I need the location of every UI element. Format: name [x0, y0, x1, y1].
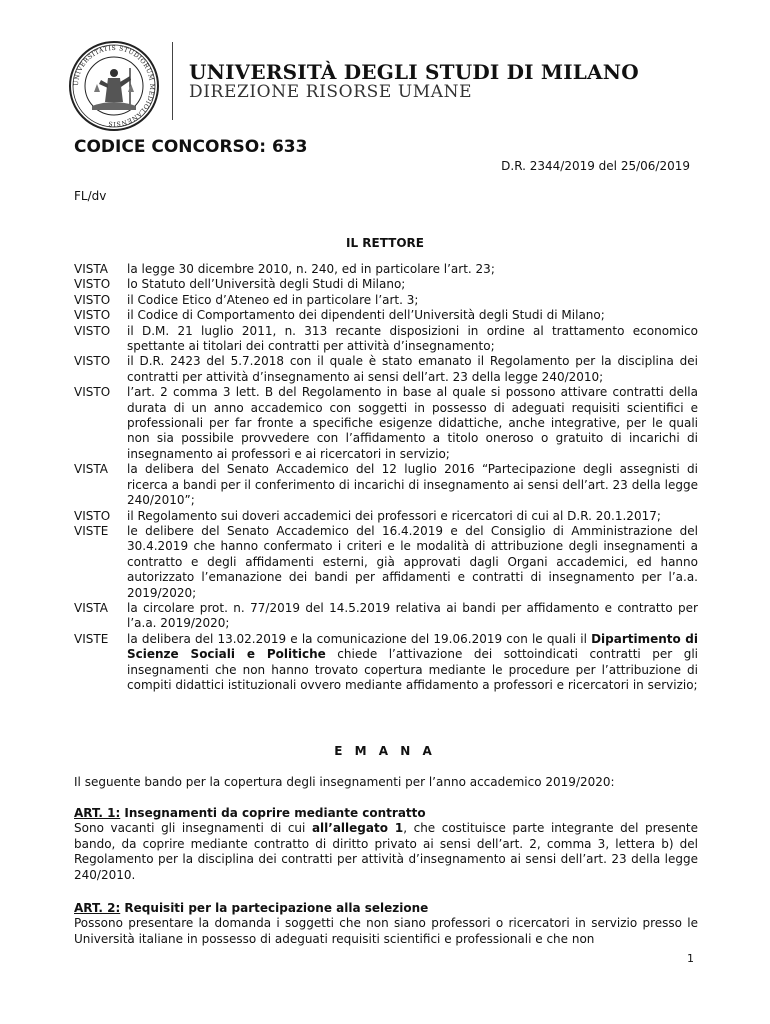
vista-item-last [74, 632, 698, 694]
vista-item [74, 324, 698, 355]
decree-reference: D.R. 2344/2019 del 25/06/2019 [501, 159, 690, 173]
vista-key: VISTO [74, 308, 111, 323]
competition-code: CODICE CONCORSO: 633 [74, 137, 308, 157]
article-2 [74, 901, 698, 947]
vista-item [74, 354, 698, 385]
vista-item [74, 509, 698, 524]
author-initials: FL/dv [74, 189, 107, 203]
article-1-text: , che costituisce parte integrante del presente bando, da coprire mediante contratto di diritto privato ai sensi dell’art. 2, comma 3, lettera b) del Regolamento per la disciplina dei contratti per attività d’insegnamento ai sensi dell’art. 23 della legge 240/2010. [74, 821, 699, 882]
vista-key: VISTO [74, 323, 111, 338]
article-2-number: ART. 2: [74, 901, 121, 915]
vista-item [74, 462, 698, 508]
article-1-heading: Insegnamenti da coprire mediante contratto [120, 806, 426, 820]
university-name: UNIVERSITÀ DEGLI STUDI DI MILANO [189, 60, 639, 84]
vista-key: VISTO [74, 292, 111, 307]
vista-text: l’art. 2 comma 3 lett. B del Regolamento in base al quale si possono attivare contratti della durata di un anno accademico con soggetti in possesso di adeguati requisiti scientifici e professionali per far fronte a specifiche esigenze didattiche, anche integrative, per le quali non sia possibile provvedere con l’affidamento a titolo oneroso o gratuito di incarichi di insegnamento ai professori e ai ricercatori in servizio; [127, 385, 698, 461]
vista-item [74, 262, 698, 277]
article-2-heading: Requisiti per la partecipazione alla selezione [120, 901, 429, 915]
intro-paragraph: Il seguente bando per la copertura degli insegnamenti per l’anno accademico 2019/2020: [74, 775, 615, 789]
vista-text: il Codice Etico d’Ateneo ed in particolare l’art. 3; [127, 292, 419, 307]
vista-item [74, 524, 698, 601]
annex-bold: all’allegato 1 [311, 821, 404, 836]
emana-heading: E M A N A [334, 744, 436, 758]
vista-key: VISTA [74, 600, 108, 615]
vista-text-part: chiede l’attivazione dei sottoindicati contratti per gli insegnamenti che non hanno trovato copertura mediante le procedure per l’attribuzione di compiti didattici istituzionali ovvero mediante affidamento a professori e ricercatori in servizio; [127, 647, 698, 692]
vista-item [74, 308, 698, 323]
vista-key: VISTA [74, 262, 108, 276]
vista-text-part: la delibera del 13.02.2019 e la comunicazione del 19.06.2019 con le quali il [127, 631, 592, 646]
department-name: DIREZIONE RISORSE UMANE [189, 82, 473, 102]
vista-key: VISTO [74, 277, 111, 292]
vista-text: il D.M. 21 luglio 2011, n. 313 recante disposizioni in ordine al trattamento economico spettante ai titolari dei contratti per attività d’insegnamento; [127, 323, 698, 354]
article-2-body: Possono presentare la domanda i soggetti che non siano professori o ricercatori in servizio presso le Università italiane in possesso di adeguati requisiti scientifici e professionali e che non [74, 916, 698, 946]
university-seal-logo [68, 40, 160, 132]
vista-text [127, 632, 698, 694]
department-bold: Dipartimento di Scienze Sociali e Politiche [127, 631, 698, 662]
vista-key: VISTE [74, 631, 109, 646]
vista-list [74, 262, 698, 693]
header-divider [172, 42, 173, 120]
vista-item [74, 601, 698, 632]
vista-key: VISTO [74, 354, 111, 369]
vista-key: VISTE [74, 523, 109, 538]
vista-item [74, 293, 698, 308]
article-1-title [74, 806, 698, 821]
vista-text: lo Statuto dell’Università degli Studi di Milano; [127, 277, 406, 292]
article-1-text: Sono vacanti gli insegnamenti di cui [74, 821, 312, 836]
vista-text: il Regolamento sui doveri accademici dei professori e ricercatori di cui al D.R. 20.1.2017; [127, 508, 661, 523]
vista-text: la legge 30 dicembre 2010, n. 240, ed in particolare l’art. 23; [127, 262, 495, 276]
vista-item [74, 385, 698, 462]
vista-key: VISTO [74, 508, 111, 523]
page-number: 1 [687, 952, 694, 965]
vista-text: la circolare prot. n. 77/2019 del 14.5.2019 relativa ai bandi per affidamento e contratto per l’a.a. 2019/2020; [127, 600, 698, 631]
vista-text: il D.R. 2423 del 5.7.2018 con il quale è stato emanato il Regolamento per la disciplina dei contratti per attività d’insegnamento ai sensi dell’art. 23 della legge 240/2010; [127, 354, 698, 384]
article-1-number: ART. 1: [74, 806, 121, 820]
vista-item [74, 277, 698, 292]
section-heading-rettore: IL RETTORE [345, 236, 424, 250]
article-2-title [74, 901, 698, 916]
vista-text: la delibera del Senato Accademico del 12 luglio 2016 “Partecipazione degli assegnisti di ricerca a bandi per il conferimento di incarichi di insegnamento ai sensi dell’art. 23 della legge 240/2010”; [127, 462, 698, 508]
article-1 [74, 806, 698, 883]
vista-key: VISTA [74, 462, 108, 477]
vista-key: VISTO [74, 385, 111, 400]
vista-text: il Codice di Comportamento dei dipendenti dell’Università degli Studi di Milano; [127, 308, 605, 323]
article-1-body [74, 821, 698, 883]
vista-text: le delibere del Senato Accademico del 16.4.2019 e del Consiglio di Amministrazione del 30.4.2019 che hanno confermato i criteri e le modalità di attribuzione degli insegnamenti a contratto e degli affidamenti esterni, già approvati dagli Organi accademici, ed hanno autorizzato l’emanazione dei bandi per affidamenti e contratti di insegnamento per l’a.a. 2019/2020; [127, 523, 698, 600]
seal-text: UNIVERSITATIS STUDIORUM MEDIOLANENSIS [72, 44, 156, 128]
